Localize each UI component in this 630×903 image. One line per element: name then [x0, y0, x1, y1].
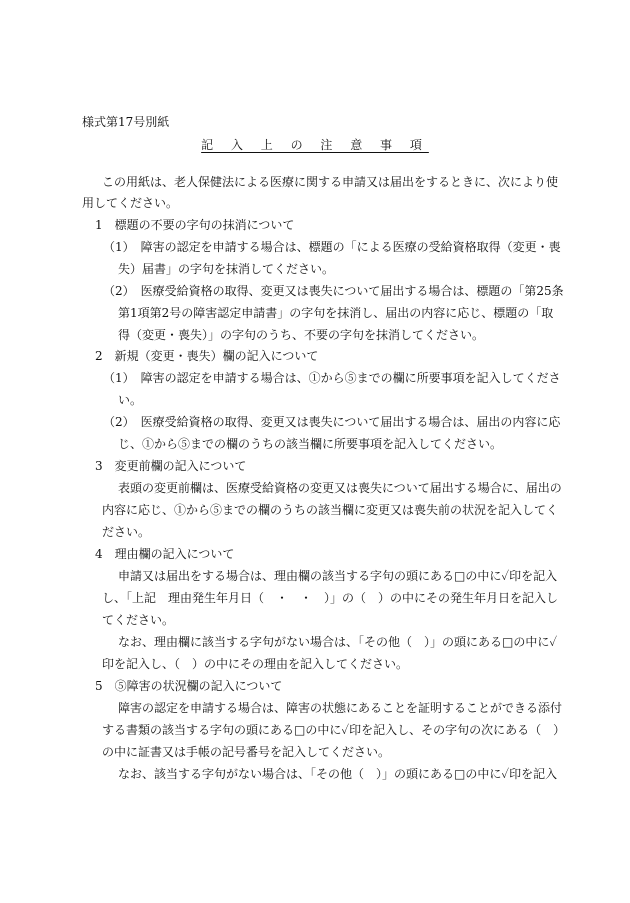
- body-line: 表頭の変更前欄は、医療受給資格の変更又は喪失について届出する場合に、届出の: [118, 481, 562, 495]
- section-heading: 4 理由欄の記入について: [95, 547, 235, 561]
- body-line: 用してください。: [82, 196, 179, 210]
- body-line: し、「上記 理由発生年月日（ ・ ・ ）」の（ ）の中にその発生年月日を記入し: [102, 591, 559, 605]
- list-item: （2） 医療受給資格の取得、変更又は喪失について届出する場合は、届出の内容に応: [103, 415, 561, 429]
- body-line: 障害の認定を申請する場合は、障害の状態にあることを証明することができる添付: [118, 701, 563, 715]
- list-item: （2） 医療受給資格の取得、変更又は喪失について届出する場合は、標題の「第25条: [103, 284, 564, 298]
- body-line: い。: [118, 393, 143, 407]
- form-number: 様式第17号別紙: [82, 115, 170, 129]
- page-title-text: 記 入 上 の 注 意 事 項: [201, 138, 429, 152]
- list-item: （1） 障害の認定を申請する場合は、標題の「による医療の受給資格取得（変更・喪: [103, 240, 561, 254]
- body-line: てください。: [102, 613, 175, 627]
- body-line: 第1項第2号の障害認定申請書」の字句を抹消し、届出の内容に応じ、標題の「取: [118, 306, 554, 320]
- section-heading: 5 ⑤障害の状況欄の記入について: [95, 679, 283, 693]
- section-heading: 2 新規（変更・喪失）欄の記入について: [95, 349, 319, 363]
- body-line: 失）届書」の字句を抹消してください。: [118, 262, 335, 276]
- body-line: の中に証書又は手帳の記号番号を記入してください。: [102, 745, 391, 759]
- body-line: この用紙は、老人保健法による医療に関する申請又は届出をするときに、次により使: [102, 175, 559, 189]
- section-heading: 3 変更前欄の記入について: [95, 459, 247, 473]
- body-line: 印を記入し、（ ）の中にその理由を記入してください。: [102, 657, 409, 671]
- body-line: ださい。: [102, 525, 151, 539]
- body-line: する書類の該当する字句の頭にある□の中に✓印を記入し、その字句の次にある（ ）: [102, 723, 566, 737]
- body-line: じ、①から⑤までの欄のうちの該当欄に所要事項を記入してください。: [118, 437, 503, 451]
- body-line: なお、理由欄に該当する字句がない場合は、「その他（ ）」の頭にある□の中に✓: [118, 635, 558, 649]
- page-title: [0, 136, 630, 153]
- body-line: なお、該当する字句がない場合は、「その他（ ）」の頭にある□の中に✓印を記入: [118, 767, 558, 781]
- body-line: 申請又は届出をする場合は、理由欄の該当する字句の頭にある□の中に✓印を記入: [118, 569, 558, 583]
- body-line: 内容に応じ、①から⑤までの欄のうちの該当欄に変更又は喪失前の状況を記入してく: [102, 503, 559, 517]
- section-heading: 1 標題の不要の字句の抹消について: [95, 218, 295, 232]
- list-item: （1） 障害の認定を申請する場合は、①から⑤までの欄に所要事項を記入してくださ: [103, 371, 561, 385]
- body-line: 得（変更・喪失）」の字句のうち、不要の字句を抹消してください。: [118, 328, 485, 342]
